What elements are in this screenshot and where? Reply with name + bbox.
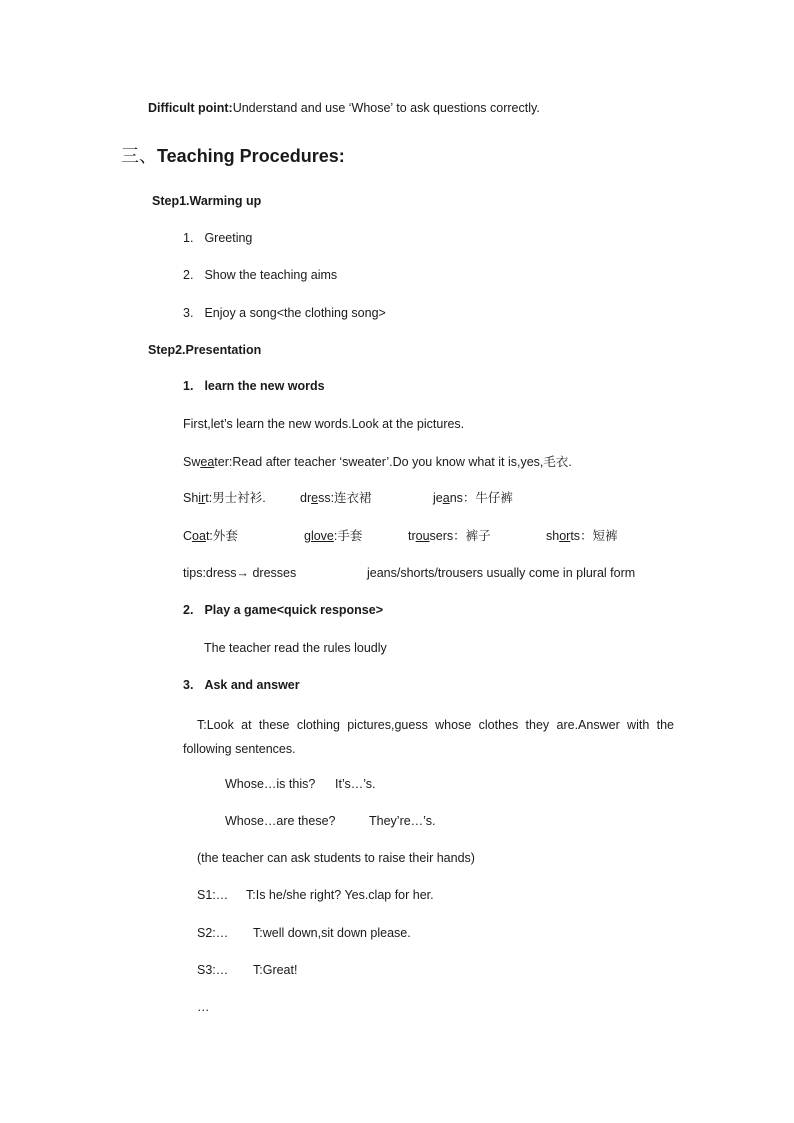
list-item [183, 230, 252, 246]
tips-right: jeans/shorts/trousers usually come in plural form [367, 566, 636, 580]
vocab-word-coat [183, 528, 238, 544]
word-part: sers [429, 529, 454, 543]
tips-left: tips:dress→ dresses [183, 566, 297, 580]
difficult-point-text: Understand and use ‘Whose’ to ask questions correctly. [232, 101, 540, 115]
sweater-line [183, 454, 572, 470]
rules-text: The teacher read the rules loudly [204, 641, 387, 655]
dialog-student: S2:… [197, 926, 229, 940]
difficult-point-label: Difficult point: [148, 101, 233, 115]
word-part: je [433, 491, 443, 505]
word-part: t [205, 491, 209, 505]
word-part-underlined: glove [304, 529, 334, 543]
word-part: Sw [183, 455, 201, 469]
dialog-teacher: T:Is he/she right? Yes.clap for her. [246, 888, 434, 902]
list-item [183, 305, 386, 321]
section-title [121, 145, 345, 167]
word-part: ss [318, 491, 331, 505]
subsection-title: learn the new words [204, 379, 325, 393]
word-part: Sh [183, 491, 199, 505]
section-title-text: Teaching Procedures: [157, 146, 345, 166]
list-item [183, 267, 337, 283]
question-2: Whose…are these? [225, 814, 336, 828]
dialog-teacher: T:Great! [253, 963, 298, 977]
list-item-number: 1. [183, 231, 194, 245]
subsection-2 [183, 602, 383, 618]
dialog-teacher: T:well down,sit down please. [253, 926, 411, 940]
word-part-underlined: a [442, 491, 450, 505]
subsection-3 [183, 677, 300, 693]
word-meaning: ：裤子 [453, 529, 491, 543]
subsection-number: 3. [183, 678, 194, 692]
list-item-number: 2. [183, 268, 194, 282]
word-part-underlined: ea [200, 455, 215, 469]
word-part-underlined: e [311, 491, 319, 505]
vocab-word-dress [300, 490, 372, 506]
list-item-text: Enjoy a song<the clothing song> [204, 306, 386, 320]
teacher-note: (the teacher can ask students to raise their hands) [197, 851, 475, 865]
dialog-student: S1:… [197, 888, 229, 902]
word-meaning: :连衣裙 [330, 491, 372, 505]
subsection-title: Ask and answer [204, 678, 300, 692]
sweater-explanation: :Read after teacher ‘sweater’.Do you know what it is,yes,毛衣. [228, 455, 572, 469]
word-meaning: :手套 [333, 529, 363, 543]
dialog-student: S3:… [197, 963, 229, 977]
ask-paragraph: T:Look at these clothing pictures,guess whose clothes they are.Answer with the following sentences. [183, 718, 674, 756]
vocab-word-glove [304, 528, 362, 544]
word-part-underlined: or [559, 529, 571, 543]
word-part: ter [214, 455, 229, 469]
word-part: sh [546, 529, 560, 543]
vocab-word-shirt [183, 490, 266, 506]
word-part: C [183, 529, 193, 543]
subsection-1 [183, 378, 325, 394]
list-item-text: Show the teaching aims [204, 268, 338, 282]
word-part: dr [300, 491, 312, 505]
vocab-word-shorts [546, 528, 618, 544]
list-item-text: Greeting [204, 231, 253, 245]
answer-1: It’s…’s. [335, 777, 376, 791]
word-meaning: ：短裤 [580, 529, 618, 543]
subsection-number: 2. [183, 603, 194, 617]
word-meaning: :外套 [209, 529, 238, 543]
intro-text: First,let’s learn the new words.Look at the pictures. [183, 417, 465, 431]
ellipsis: … [197, 1000, 210, 1014]
word-part-underlined: oa [192, 529, 206, 543]
word-meaning: :男士衬衫. [208, 491, 266, 505]
vocab-word-jeans [433, 490, 513, 506]
word-part: t [205, 529, 210, 543]
vocab-word-trousers [408, 528, 491, 544]
step1-title: Step1.Warming up [152, 194, 262, 208]
question-1: Whose…is this? [225, 777, 316, 791]
word-part: tr [408, 529, 416, 543]
answer-2: They’re…’s. [369, 814, 436, 828]
subsection-title: Play a game<quick response> [204, 603, 384, 617]
subsection-number: 1. [183, 379, 194, 393]
word-part-underlined: ir [198, 491, 206, 505]
word-part: ns [449, 491, 463, 505]
word-part-underlined: ou [415, 529, 430, 543]
word-meaning: ：牛仔裤 [462, 491, 513, 505]
word-part: ts [570, 529, 581, 543]
difficult-point [148, 100, 540, 116]
step2-title: Step2.Presentation [148, 343, 262, 357]
list-item-number: 3. [183, 306, 194, 320]
section-title-prefix: 三、 [121, 146, 157, 166]
